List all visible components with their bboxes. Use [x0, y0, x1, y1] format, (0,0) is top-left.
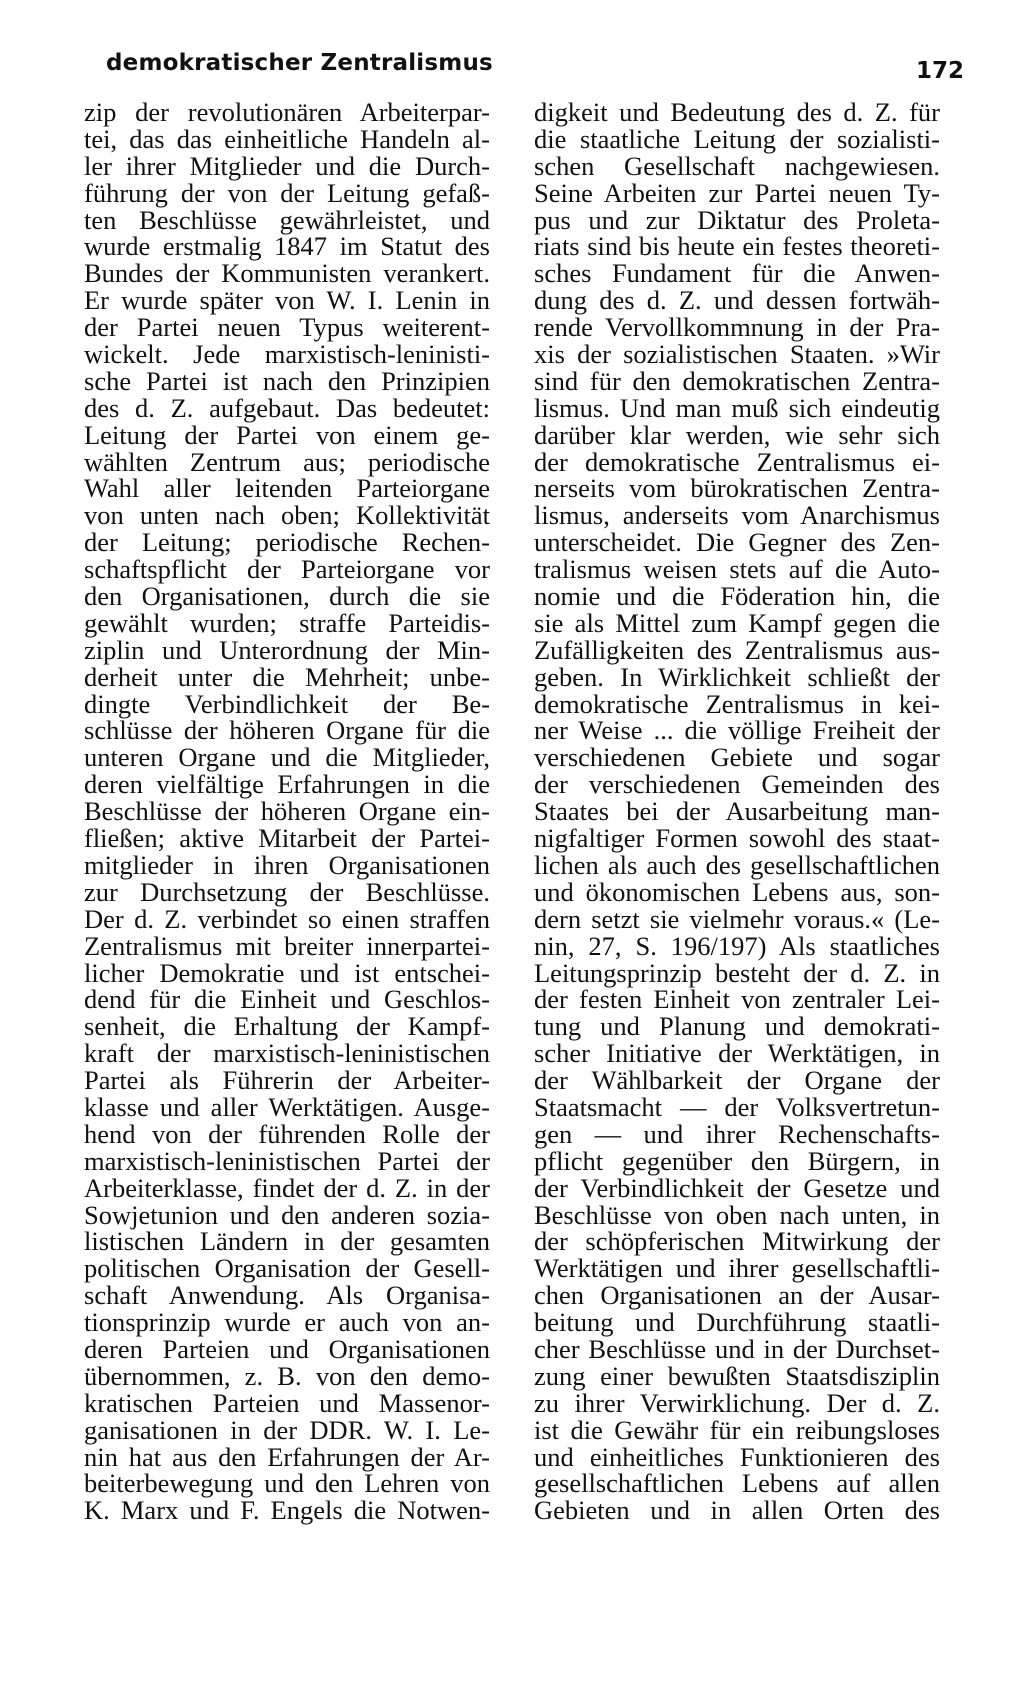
- text-line: Staatsmacht — der Volksvertretun-: [534, 1091, 940, 1122]
- text-line: sie als Mittel zum Kampf gegen die: [534, 607, 940, 638]
- text-line: dingte Verbindlichkeit der Be-: [84, 688, 490, 719]
- text-line: marxistisch-leninistischen Partei der: [84, 1145, 490, 1176]
- text-line: Werktätigen und ihrer gesellschaftli-: [534, 1253, 940, 1284]
- text-line: kratischen Parteien und Massenor-: [84, 1387, 490, 1418]
- text-line: dern setzt sie vielmehr voraus.« (Le-: [534, 903, 940, 934]
- text-line: der demokratische Zentralismus ei-: [534, 446, 940, 477]
- text-line: sches Fundament für die Anwen-: [534, 258, 940, 289]
- text-line: gen — und ihrer Rechenschafts-: [534, 1118, 940, 1149]
- text-line: nomie und die Föderation hin, die: [534, 581, 940, 612]
- text-line: xis der sozialistischen Staaten. »Wir: [534, 339, 940, 370]
- running-head: demokratischer Zentralismus: [106, 50, 493, 76]
- text-line: die staatliche Leitung der sozialisti-: [534, 123, 940, 154]
- text-line: ganisationen in der DDR. W. I. Le-: [84, 1414, 490, 1445]
- text-line: nigfaltiger Formen sowohl des staat-: [534, 823, 940, 854]
- text-line: deren vielfältige Erfahrungen in die: [84, 769, 490, 800]
- text-line: klasse und aller Werktätigen. Ausge-: [84, 1091, 490, 1122]
- text-line: lismus. Und man muß sich eindeutig: [534, 392, 940, 423]
- text-line: unterscheidet. Die Gegner des Zen-: [534, 527, 940, 558]
- text-line: listischen Ländern in der gesamten: [84, 1226, 490, 1257]
- page-number: 172: [915, 58, 964, 84]
- right-text-column: [534, 99, 940, 1524]
- text-line: cher Beschlüsse und in der Durchset-: [534, 1333, 940, 1364]
- text-line: Sowjetunion und den anderen sozia-: [84, 1199, 490, 1230]
- text-line: tralismus weisen stets auf die Auto-: [534, 554, 940, 585]
- text-line: schaft Anwendung. Als Organisa-: [84, 1280, 490, 1311]
- text-line: derheit unter die Mehrheit; unbe-: [84, 661, 490, 692]
- text-line: riats sind bis heute ein festes theoreti-: [534, 231, 940, 262]
- text-line: lichen als auch des gesellschaftlichen: [534, 849, 940, 880]
- text-line: der Verbindlichkeit der Gesetze und: [534, 1172, 940, 1203]
- text-line: zung einer bewußten Staatsdisziplin: [534, 1360, 940, 1391]
- text-line: sche Partei ist nach den Prinzipien: [84, 365, 490, 396]
- text-line: Arbeiterklasse, findet der d. Z. in der: [84, 1172, 490, 1203]
- text-line: unteren Organe und die Mitglieder,: [84, 742, 490, 773]
- text-line: ziplin und Unterordnung der Min-: [84, 634, 490, 665]
- text-line: übernommen, z. B. von den demo-: [84, 1360, 490, 1391]
- text-line: führung der von der Leitung gefaß-: [84, 177, 490, 208]
- text-line: licher Demokratie und ist entschei-: [84, 957, 490, 988]
- text-line: pus und zur Diktatur des Proleta-: [534, 204, 940, 235]
- text-line: des d. Z. aufgebaut. Das bedeutet:: [84, 392, 490, 423]
- text-line: ner Weise ... die völlige Freiheit der: [534, 715, 940, 746]
- text-line: K. Marx und F. Engels die Notwen-: [84, 1495, 490, 1526]
- text-line: der Leitung; periodische Rechen-: [84, 527, 490, 558]
- text-line: und einheitliches Funktionieren des: [534, 1441, 940, 1472]
- text-line: darüber klar werden, wie sehr sich: [534, 419, 940, 450]
- text-line: geben. In Wirklichkeit schließt der: [534, 661, 940, 692]
- text-line: demokratische Zentralismus in kei-: [534, 688, 940, 719]
- text-line: gesellschaftlichen Lebens auf allen: [534, 1468, 940, 1499]
- text-line: der Wählbarkeit der Organe der: [534, 1065, 940, 1096]
- text-line: Beschlüsse von oben nach unten, in: [534, 1199, 940, 1230]
- text-line: tei, das das einheitliche Handeln al-: [84, 123, 490, 154]
- text-line: tionsprinzip wurde er auch von an-: [84, 1307, 490, 1338]
- text-line: schen Gesellschaft nachgewiesen.: [534, 150, 940, 181]
- text-line: ten Beschlüsse gewährleistet, und: [84, 204, 490, 235]
- text-line: rende Vervollkommnung in der Pra-: [534, 312, 940, 343]
- text-line: und ökonomischen Lebens aus, son-: [534, 876, 940, 907]
- text-line: Bundes der Kommunisten verankert.: [84, 258, 490, 289]
- text-line: der verschiedenen Gemeinden des: [534, 769, 940, 800]
- text-line: verschiedenen Gebiete und sogar: [534, 742, 940, 773]
- text-line: politischen Organisation der Gesell-: [84, 1253, 490, 1284]
- text-line: Wahl aller leitenden Parteiorgane: [84, 473, 490, 504]
- text-line: dung des d. Z. und dessen fortwäh-: [534, 285, 940, 316]
- text-line: ler ihrer Mitglieder und die Durch-: [84, 150, 490, 181]
- text-line: deren Parteien und Organisationen: [84, 1333, 490, 1364]
- text-line: von unten nach oben; Kollektivität: [84, 500, 490, 531]
- text-line: tung und Planung und demokrati-: [534, 1011, 940, 1042]
- text-line: mitglieder in ihren Organisationen: [84, 849, 490, 880]
- text-line: zur Durchsetzung der Beschlüsse.: [84, 876, 490, 907]
- text-line: nin hat aus den Erfahrungen der Ar-: [84, 1441, 490, 1472]
- text-line: beiterbewegung und den Lehren von: [84, 1468, 490, 1499]
- text-line: sind für den demokratischen Zentra-: [534, 365, 940, 396]
- text-line: schlüsse der höheren Organe für die: [84, 715, 490, 746]
- text-line: kraft der marxistisch-leninistischen: [84, 1038, 490, 1069]
- text-line: Partei als Führerin der Arbeiter-: [84, 1065, 490, 1096]
- text-line: gewählt wurden; straffe Parteidis-: [84, 607, 490, 638]
- text-line: der festen Einheit von zentraler Lei-: [534, 984, 940, 1015]
- text-line: der schöpferischen Mitwirkung der: [534, 1226, 940, 1257]
- text-line: pflicht gegenüber den Bürgern, in: [534, 1145, 940, 1176]
- text-line: Gebieten und in allen Orten des: [534, 1495, 940, 1526]
- text-line: dend für die Einheit und Geschlos-: [84, 984, 490, 1015]
- text-line: den Organisationen, durch die sie: [84, 581, 490, 612]
- text-line: lismus, anderseits vom Anarchismus: [534, 500, 940, 531]
- text-line: Beschlüsse der höheren Organe ein-: [84, 796, 490, 827]
- text-line: Zufälligkeiten des Zentralismus aus-: [534, 634, 940, 665]
- text-line: wählten Zentrum aus; periodische: [84, 446, 490, 477]
- text-line: wurde erstmalig 1847 im Statut des: [84, 231, 490, 262]
- text-line: chen Organisationen an der Ausar-: [534, 1280, 940, 1311]
- text-line: Der d. Z. verbindet so einen straffen: [84, 903, 490, 934]
- text-line: ist die Gewähr für ein reibungsloses: [534, 1414, 940, 1445]
- text-line: wickelt. Jede marxistisch-leninisti-: [84, 339, 490, 370]
- text-line: nerseits vom bürokratischen Zentra-: [534, 473, 940, 504]
- text-line: nin, 27, S. 196/197) Als staatliches: [534, 930, 940, 961]
- text-line: schaftspflicht der Parteiorgane vor: [84, 554, 490, 585]
- text-line: digkeit und Bedeutung des d. Z. für: [534, 97, 940, 127]
- text-line: der Partei neuen Typus weiterent-: [84, 312, 490, 343]
- text-line: hend von der führenden Rolle der: [84, 1118, 490, 1149]
- text-line: Leitung der Partei von einem ge-: [84, 419, 490, 450]
- text-line: beitung und Durchführung staatli-: [534, 1307, 940, 1338]
- text-line: Er wurde später von W. I. Lenin in: [84, 285, 490, 316]
- left-text-column: [84, 99, 490, 1524]
- text-line: zu ihrer Verwirklichung. Der d. Z.: [534, 1387, 940, 1418]
- text-line: scher Initiative der Werktätigen, in: [534, 1038, 940, 1069]
- text-line: Leitungsprinzip besteht der d. Z. in: [534, 957, 940, 988]
- text-line: senheit, die Erhaltung der Kampf-: [84, 1011, 490, 1042]
- text-line: Staates bei der Ausarbeitung man-: [534, 796, 940, 827]
- text-line: Seine Arbeiten zur Partei neuen Ty-: [534, 177, 940, 208]
- text-line: zip der revolutionären Arbeiterpar-: [84, 97, 490, 127]
- text-line: Zentralismus mit breiter innerpartei-: [84, 930, 490, 961]
- text-line: fließen; aktive Mitarbeit der Partei-: [84, 823, 490, 854]
